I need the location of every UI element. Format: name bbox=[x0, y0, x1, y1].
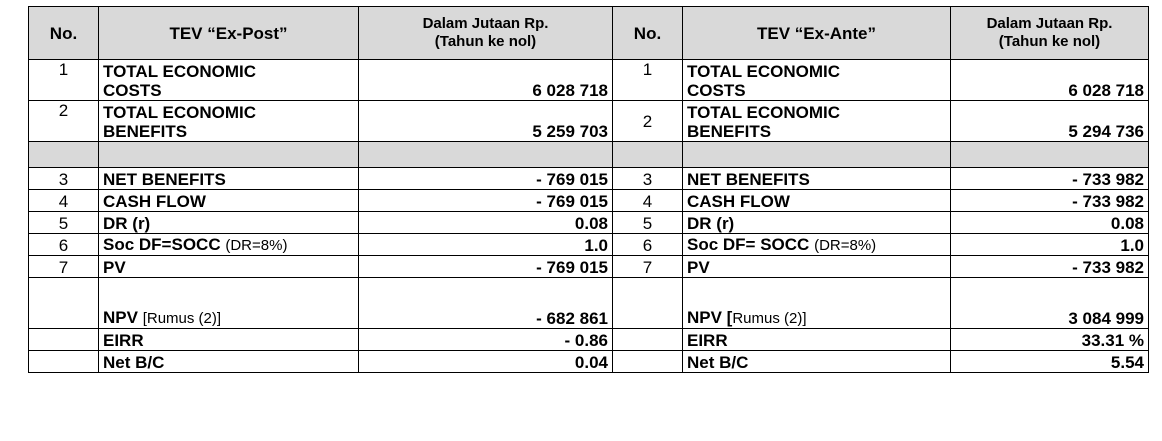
row-number: 7 bbox=[29, 256, 99, 278]
empty-number-cell bbox=[29, 329, 99, 351]
row-label-note: (DR=8%) bbox=[814, 237, 877, 254]
row-value: 1.0 bbox=[359, 234, 613, 256]
spacer-cell bbox=[29, 142, 99, 168]
row-label: NET BENEFITS bbox=[683, 168, 951, 190]
eirr-label-ante: EIRR bbox=[683, 329, 951, 351]
row-value: - 769 015 bbox=[359, 168, 613, 190]
row-label: CASH FLOW bbox=[99, 190, 359, 212]
npv-label-note: [Rumus (2)] bbox=[142, 310, 222, 327]
row-value: 1.0 bbox=[951, 234, 1149, 256]
header-unit-line2: (Tahun ke nol) bbox=[998, 33, 1101, 50]
eirr-value-post: - 0.86 bbox=[359, 329, 613, 351]
row-label: CASH FLOW bbox=[683, 190, 951, 212]
table-row-eirr bbox=[29, 329, 1149, 351]
row-value: - 733 982 bbox=[951, 190, 1149, 212]
row-label bbox=[99, 101, 359, 142]
table-row-npv bbox=[29, 278, 1149, 329]
npv-value-post: - 682 861 bbox=[359, 278, 613, 329]
row-number: 4 bbox=[613, 190, 683, 212]
table-row-total-benefits bbox=[29, 101, 1149, 142]
row-label: DR (r) bbox=[99, 212, 359, 234]
row-number: 7 bbox=[613, 256, 683, 278]
row-number: 1 bbox=[29, 60, 99, 101]
eirr-label-post: EIRR bbox=[99, 329, 359, 351]
empty-number-cell bbox=[613, 329, 683, 351]
table-row-pv bbox=[29, 256, 1149, 278]
row-label: PV bbox=[99, 256, 359, 278]
empty-number-cell bbox=[613, 351, 683, 373]
row-label: DR (r) bbox=[683, 212, 951, 234]
row-number: 4 bbox=[29, 190, 99, 212]
row-label bbox=[683, 234, 951, 256]
empty-number-cell bbox=[29, 351, 99, 373]
row-label bbox=[683, 101, 951, 142]
row-value: - 769 015 bbox=[359, 190, 613, 212]
row-number: 2 bbox=[613, 101, 683, 142]
row-label-line1: TOTAL ECONOMIC bbox=[687, 62, 840, 81]
header-no-post: No. bbox=[29, 7, 99, 60]
row-label-line2: COSTS bbox=[103, 81, 162, 100]
npv-label-post bbox=[99, 278, 359, 329]
row-label-line1: TOTAL ECONOMIC bbox=[687, 103, 840, 122]
table-row-total-costs bbox=[29, 60, 1149, 101]
row-value: 5 294 736 bbox=[951, 101, 1149, 142]
row-label-line2: BENEFITS bbox=[687, 122, 772, 141]
header-tev-ex-ante: TEV “Ex-Ante” bbox=[683, 7, 951, 60]
row-number: 2 bbox=[29, 101, 99, 142]
npv-label-note: Rumus (2)] bbox=[732, 310, 807, 327]
row-label bbox=[99, 234, 359, 256]
row-value: 5 259 703 bbox=[359, 101, 613, 142]
header-unit-line1: Dalam Jutaan Rp. bbox=[422, 15, 549, 32]
row-number: 5 bbox=[613, 212, 683, 234]
header-unit-line2: (Tahun ke nol) bbox=[434, 33, 537, 50]
table-row-discount-rate bbox=[29, 212, 1149, 234]
row-value: 6 028 718 bbox=[951, 60, 1149, 101]
tev-comparison-table-wrapper bbox=[28, 6, 1148, 373]
netbc-label-ante: Net B/C bbox=[683, 351, 951, 373]
row-number: 6 bbox=[29, 234, 99, 256]
row-label bbox=[99, 60, 359, 101]
row-label-line2: BENEFITS bbox=[103, 122, 188, 141]
empty-number-cell bbox=[29, 278, 99, 329]
row-value: - 733 982 bbox=[951, 256, 1149, 278]
header-unit-ante bbox=[951, 7, 1149, 60]
row-label: PV bbox=[683, 256, 951, 278]
spacer-cell bbox=[613, 142, 683, 168]
row-label-main: Soc DF= SOCC bbox=[687, 235, 810, 254]
row-label: NET BENEFITS bbox=[99, 168, 359, 190]
row-value: 6 028 718 bbox=[359, 60, 613, 101]
header-unit-post bbox=[359, 7, 613, 60]
row-label-line2: COSTS bbox=[687, 81, 746, 100]
header-unit-line1: Dalam Jutaan Rp. bbox=[986, 15, 1113, 32]
table-row-net-benefits bbox=[29, 168, 1149, 190]
header-row bbox=[29, 7, 1149, 60]
table-row-spacer bbox=[29, 142, 1149, 168]
row-number: 1 bbox=[613, 60, 683, 101]
netbc-value-post: 0.04 bbox=[359, 351, 613, 373]
row-label-main: Soc DF=SOCC bbox=[103, 235, 221, 254]
empty-number-cell bbox=[613, 278, 683, 329]
netbc-value-ante: 5.54 bbox=[951, 351, 1149, 373]
row-value: - 769 015 bbox=[359, 256, 613, 278]
row-label-line1: TOTAL ECONOMIC bbox=[103, 62, 256, 81]
row-number: 3 bbox=[613, 168, 683, 190]
spacer-cell bbox=[683, 142, 951, 168]
row-label bbox=[683, 60, 951, 101]
header-no-ante: No. bbox=[613, 7, 683, 60]
eirr-value-ante: 33.31 % bbox=[951, 329, 1149, 351]
table-row-cash-flow bbox=[29, 190, 1149, 212]
netbc-label-post: Net B/C bbox=[99, 351, 359, 373]
npv-label-main: NPV bbox=[103, 308, 138, 327]
header-tev-ex-post: TEV “Ex-Post” bbox=[99, 7, 359, 60]
row-number: 5 bbox=[29, 212, 99, 234]
tev-comparison-table bbox=[28, 6, 1149, 373]
table-row-soc-df bbox=[29, 234, 1149, 256]
npv-label-ante bbox=[683, 278, 951, 329]
row-value: 0.08 bbox=[951, 212, 1149, 234]
row-label-line1: TOTAL ECONOMIC bbox=[103, 103, 256, 122]
spacer-cell bbox=[951, 142, 1149, 168]
row-value: 0.08 bbox=[359, 212, 613, 234]
row-label-note: (DR=8%) bbox=[225, 237, 288, 254]
spacer-cell bbox=[359, 142, 613, 168]
row-number: 6 bbox=[613, 234, 683, 256]
row-value: - 733 982 bbox=[951, 168, 1149, 190]
row-number: 3 bbox=[29, 168, 99, 190]
table-row-net-bc bbox=[29, 351, 1149, 373]
spacer-cell bbox=[99, 142, 359, 168]
npv-value-ante: 3 084 999 bbox=[951, 278, 1149, 329]
npv-label-main: NPV [ bbox=[687, 308, 733, 327]
